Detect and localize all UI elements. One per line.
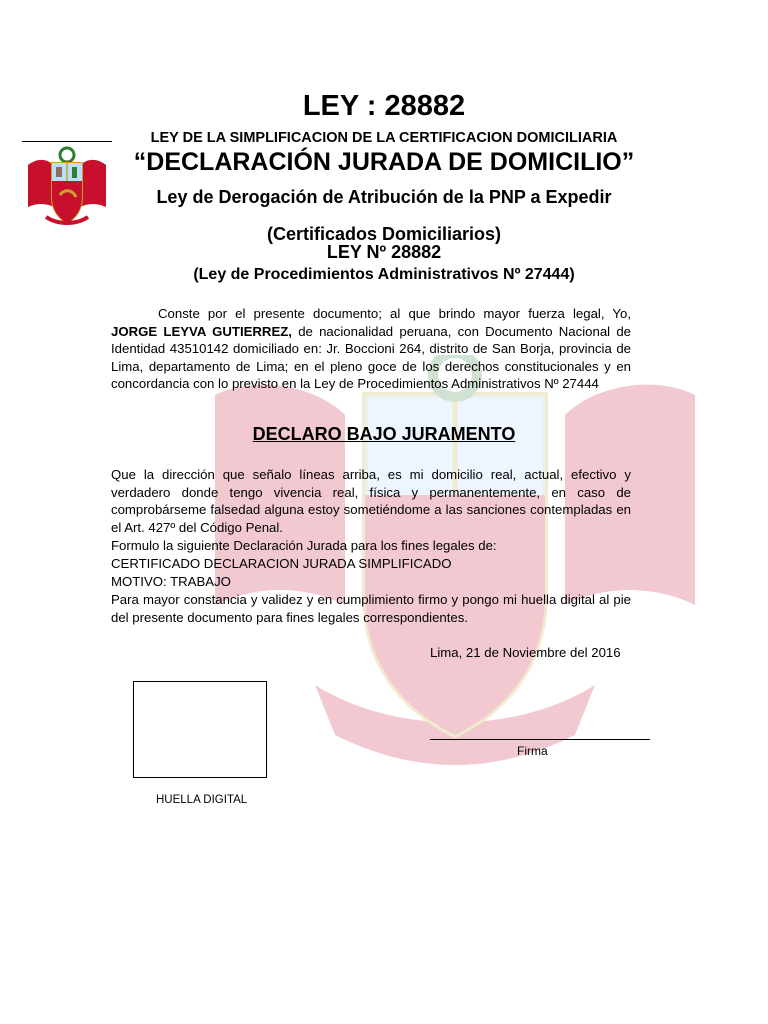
closing-paragraph: Para mayor constancia y validez y en cumplimiento firmo y pongo mi huella digital al pie del presente documento para fines legales correspondientes.: [111, 592, 631, 625]
signature-label: Firma: [517, 744, 548, 758]
fingerprint-label: HUELLA DIGITAL: [156, 794, 248, 806]
declarant-name: JORGE LEYVA GUTIERREZ,: [111, 323, 292, 339]
header-line-certificados: (Certificados Domiciliarios): [266, 224, 502, 244]
declaration-heading: DECLARO BAJO JURAMENTO: [252, 424, 516, 444]
purpose-line: Formulo la siguiente Declaración Jurada para los fines legales de:: [111, 538, 497, 553]
fingerprint-box: [133, 681, 267, 778]
law-subtitle: LEY DE LA SIMPLIFICACION DE LA CERTIFICACION DOMICILIARIA: [150, 130, 618, 146]
date-line: Lima, 21 de Noviembre del 2016: [430, 645, 621, 660]
intro-paragraph: [111, 305, 631, 393]
intro-text-end: de nacionalidad peruana, con Documento Nacional de Identidad 43510142 domiciliado en: Jr. Boccioni 264, distrito de San Borja, provincia de Lima, departamento de Lima; en el pleno goce de los derechos constitucionales y en concordancia con lo previsto en la Ley de Procedimientos Administrativos Nº 27444: [111, 323, 631, 392]
declaration-paragraph: Que la dirección que señalo líneas arriba, es mi domicilio real, actual, efectivo y verdadero donde tengo vivencia real, física y permanentemente, en caso de comprobárseme falsedad alguna estoy sometiéndome a las sanciones contempladas en el Art. 427º del Código Penal.: [111, 467, 631, 535]
law-title: LEY : 28882: [302, 90, 466, 122]
header-line-procedimientos: (Ley de Procedimientos Administrativos Nº 27444): [193, 266, 575, 283]
header-line-derogacion: Ley de Derogación de Atribución de la PNP a Expedir: [156, 187, 612, 207]
signature-line: [430, 739, 650, 740]
motive-line: MOTIVO: TRABAJO: [111, 574, 231, 589]
intro-text-start: Conste por el presente documento; al que brindo mayor fuerza legal, Yo,: [158, 306, 631, 321]
document-title: “DECLARACIÓN JURADA DE DOMICILIO”: [133, 148, 635, 176]
header-line-ley-number: LEY Nº 28882: [326, 242, 442, 262]
certificate-type-line: CERTIFICADO DECLARACION JURADA SIMPLIFICADO: [111, 556, 452, 571]
